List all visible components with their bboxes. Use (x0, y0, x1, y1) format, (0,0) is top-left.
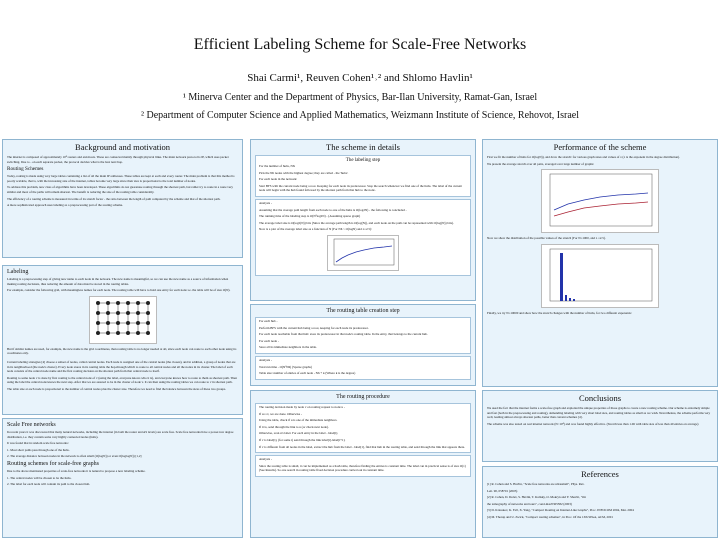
label-size-plot (327, 235, 399, 271)
conclusions-box (482, 390, 718, 462)
conclusions-p2: The scheme was also tested on real internet network (N~10⁴) and was found highly effective. (Stretch less than 1.06 with table size of less than 40 entries on average) (487, 421, 699, 426)
background-p2: Today, routing is made using very large tables containing a list of all the main IP addresses. These tables are kept at each and every router. The main problem is that this method is poorly scalable, that is, with the increasing size of the internet, tables become very large since their size is proportional to the total number of nodes. (7, 174, 235, 183)
table-analysis-a2: Table size: number of entries of each node - Nh + k (Where k is the degree) (259, 371, 356, 376)
background-title: Background and motivation (75, 142, 170, 152)
table-creation-box (250, 304, 476, 386)
scale-free-l2: 2. The average distance between nodes in the network is often small (O(logN)) or even O(loglogN)) [1,2] (7, 454, 142, 459)
scale-free-title: Scale Free networks (7, 422, 56, 428)
table-creation-s3: For each node reachable from that hub: store its predecessor in that node's routing table. In the entry, that belongs to the current hub. (259, 332, 428, 337)
routing-procedure-s5: Otherwise, scan u's label. For each entry in the label - label[i]. (259, 431, 339, 436)
labeling-p4: Current labeling strategies [4] choose a subset of nodes, called central nodes. Each node is assigned one of the central nodes (the closest), and in addition, a group of nodes that are in its neighborhood (the node's cluster). Every node stores in its routing table the hop-through which to route to all central nodes and all the nodes in its cluster. The label of each node consists of the central node name and the first routing decision on the shortest path from that central node to itself. (7, 359, 236, 374)
routing-schemes-heading: Routing Schemes (7, 166, 44, 173)
performance-title: Performance of the scheme (553, 142, 647, 152)
reference-2: [2] R. Cohen, D. Dolev, S. Havlin, T. Kalisky, O. Mokryn and Y. Shavitt, "On (487, 495, 586, 500)
table-creation-analysis (255, 356, 471, 380)
grid-graph-drawing (90, 297, 156, 343)
stretch-distribution-drawing (542, 245, 658, 307)
reference-2-cont: the tomography of networks and tours", cond-mat/0305582 (2003) (487, 501, 572, 506)
labeling-p6: The table size at each node is proportional to the number of central nodes plus the cluster size. Therefore we need to find the balance between the sizes of these two groups. (7, 386, 227, 391)
procedure-analysis-a1: Since the routing table is small, it can be implemented as a hash table, therefore finding the entries is constant time. The label can in practical sense is of size O(1) (See Results). So one search in routing table fixed decision procedure carried out in constant time. (259, 463, 466, 473)
scale-free-p1: In recent years it was discovered that many natural networks, including the internet (in both the router and AS levels) are scale free. Scale free networks have a power-law degree distribution, i.e. they contain some very highly connected nodes (hubs). (7, 430, 234, 439)
scale-free-l3: 1. The central nodes will be chosen to be the hubs. (7, 475, 72, 480)
sf-routing-heading: Routing schemes for scale-free graphs (7, 460, 99, 467)
affiliation-1: ¹ Minerva Center and the Department of Physics, Bar-Ilan University, Ramat-Gan, Israel (182, 92, 538, 103)
poster-authors: Shai Carmi¹, Reuven Cohen¹˒² and Shlomo Havlin¹ (247, 72, 473, 84)
affiliation-2: ² Department of Computer Science and Applied Mathematics, Weizmann Institute of Science, Rehovot, Israel (141, 110, 579, 121)
labeling-p5: Routing to some node v is done by first routing to the central node of v (using the label, everyone knows who it is), and everyone knows how to route to them as shortest path. Then using the label the central node knows the next step. After that we are assured to be in the cluster of node v. It can then using the routing tables we can route to v in shortest path. (7, 375, 237, 385)
reference-1-cont: Lett. 90, 058701 (2003) (487, 488, 518, 493)
table-analysis-label: Analysis - (259, 357, 273, 362)
labeling-step-s3: For each node in the network: (259, 177, 298, 182)
table-creation-steps (255, 317, 471, 354)
routing-procedure-analysis (255, 455, 471, 477)
scale-free-box (2, 418, 243, 538)
routing-procedure-steps (255, 403, 471, 453)
labeling-box (2, 265, 243, 415)
performance-p1: First we fit the number of hubs for O(logN)), and draw the stretch: for various graph sizes and values of λ (λ is the exponent in the degree distribution). (487, 155, 680, 159)
background-box (2, 139, 243, 258)
scheme-box (250, 139, 476, 301)
background-p5: A more sophisticated approach uses labeling as a preprocessing part of the routing scheme. (7, 203, 123, 208)
labeling-step-s2: Pick the Nh nodes with the highest degree; they are called - the 'hubs'. (259, 170, 349, 175)
labeling-analysis-a1: Assuming that the average path length from each node to one of the hubs is O(log2N) - the following is concluded - (259, 207, 407, 212)
scale-free-p2: It was found that in random scale free networks: (7, 441, 69, 446)
table-creation-s4: For each node - (259, 338, 279, 343)
performance-box (482, 139, 718, 387)
labeling-analysis-label: Analysis - (259, 200, 273, 205)
labeling-analysis-panel (255, 199, 471, 276)
references-box (482, 466, 718, 538)
labeling-p3: But if similar names are used, for example, the new name is the grid coordinates, then routing table is no longer needed at all, since each node can route to each other node using its coordinates only. (7, 346, 237, 356)
table-creation-title: The routing table creation step (326, 308, 400, 314)
label-size-plot-drawing (328, 236, 398, 270)
routing-procedure-s7: If v is different from all nodes in the label, extract the hub from the label - label[1], find that hub in the routing table, and send through the link that appears there. (259, 444, 466, 449)
background-p4: The efficiency of a routing scheme is measured in terms of its stretch factor - the ratio between the length of path computed by the scheme and that of the shortest path. (7, 196, 221, 201)
table-creation-s5: Store all its immediate neighbors in the table. (259, 345, 317, 350)
table-creation-s1: For each hub - (259, 319, 278, 323)
routing-procedure-s4: If it is, send through the link to u (or check next node). (259, 424, 329, 429)
labeling-analysis-a3: The average label size is O(log2(N)) bits (Since the average path length is O(log(N)), and each node on the path can be represented with O(log(N)) bits). (259, 220, 454, 225)
grid-figure (89, 296, 157, 344)
background-p3: To address this problem, new class of algorithms have been developed. These algorithms do not guarantee routing through the shortest path, but rather try to route in a route very similar and most of the paths will remain shortest. The benefit is reducing the size of the routing table considerably. (7, 185, 233, 194)
scale-free-p3: Due to the above mentioned properties of scale-free networks it is natural to propose a new labeling scheme. (7, 468, 146, 473)
background-p1: The internet is composed of approximately 10⁸ routers and end-hosts. These are connected mainly through physical links. The main network protocol is IP, which uses packet switching. Due to - on each separate packet, the protocol decides what is the best next hop. (7, 155, 229, 164)
poster-title: Efficient Labeling Scheme for Scale-Free Networks (193, 36, 527, 53)
labeling-p1: Labeling is a preprocessing step of giving new name to each node in the network. The new name is meaningful, so we can use the new name as a source of information when making routing decisions, thus reducing the amount of data must be stored in the routing tables. (7, 277, 229, 286)
reference-1: [1] R. Cohen and S. Havlin, "Scale free networks are ultrasmall", Phys. Rev. (487, 482, 585, 486)
routing-procedure-s6: If v is label[i], (for some i) send through the link label[i]-label[i+1]. (259, 437, 346, 442)
reference-3: [3] D. Krioukov, K. Fall, X. Yang, "Compact Routing on Internet-Like Graphs", Proc. INFOCOM 2004, Mar. 2004 (487, 508, 634, 513)
stretch-distribution-plot (541, 244, 659, 308)
scheme-title: The scheme in details (326, 142, 400, 152)
performance-p2: We present the average stretch over all pairs, averaged over large number of graphs: (487, 161, 595, 166)
performance-p4: Finally, we try N=10000 and show how the stretch changes with the number of hubs, for two different exponents: (487, 310, 632, 315)
references-title: References (581, 469, 619, 479)
reference-4: [4] M. Thorup and U. Zwick, "Compact routing schemes", in Proc. Of the 13th SPAA, ACM, 2001 (487, 514, 613, 519)
labeling-step-panel (255, 155, 471, 197)
labeling-analysis-a2: The running time of the labeling step is O(N²log2N) - (Assuming sparse graph) (259, 214, 361, 219)
labeling-step-s1: For the number of hubs, Nh: (259, 164, 296, 168)
performance-p3: Now we show the distribution of the possible values of the stretch (For N=1000, and λ =2.5). (487, 236, 606, 241)
routing-procedure-s2: If u==v, we are done. Otherwise - (259, 411, 303, 416)
labeling-title: Labeling (7, 269, 29, 275)
stretch-vs-n-plot (541, 169, 659, 233)
labeling-p2: For example, consider the following grid, with meaningless names for each node. The routing table will have to hold one entry for each node i.e. the table will be of size O(N). (7, 288, 231, 293)
labeling-analysis-a4: Now is a plot of the average label size as a function of N (For Nh ~ O(logN) and λ=2.5): (259, 227, 372, 232)
labeling-step-title: The labeling step (345, 158, 381, 163)
conclusions-title: Conclusions (578, 393, 622, 403)
conclusions-p1: We used the fact that the internet forms a scale-free graph and exploited the unique properties of those graphs to create a new routing scheme. Our scheme is extremely simple and fast (both in the preprocessing and routing), demanding labeling with very short label size, and routing tables as small as we wish. Nevertheless, the scheme performs very well, leading almost always shortest paths, better than current schemes [4]. (487, 406, 711, 420)
procedure-analysis-label: Analysis - (259, 457, 273, 462)
table-creation-s2: Perform BFS with the current hub being a root, keeping for each node its predecessor. (259, 325, 369, 330)
routing-procedure-box (250, 390, 476, 538)
stretch-plot-drawing (542, 170, 658, 232)
table-analysis-a1: Total run time - O(N²Nh) (Sparse graphs) (259, 364, 312, 369)
routing-procedure-s3: Using the table, check if u is one of the immediate neighbors. (259, 418, 338, 423)
routing-procedure-title: The routing procedure (336, 394, 390, 400)
routing-procedure-s1: The routing decision made by node v on routing request to node u - (259, 405, 345, 409)
scale-free-l1: 1. Most short paths pass through one of the hubs. (7, 447, 70, 452)
labeling-step-s4: Start BFS with the current node being a root. Keeping for each node its predecessor. Stop the search whenever we find one of the hubs. The label of the current node will begin with the hub found followed by the shortest path from that hub to the node. (259, 183, 462, 193)
scale-free-l4: 2. The label for each node will contain its path to the closest hub. (7, 482, 91, 487)
